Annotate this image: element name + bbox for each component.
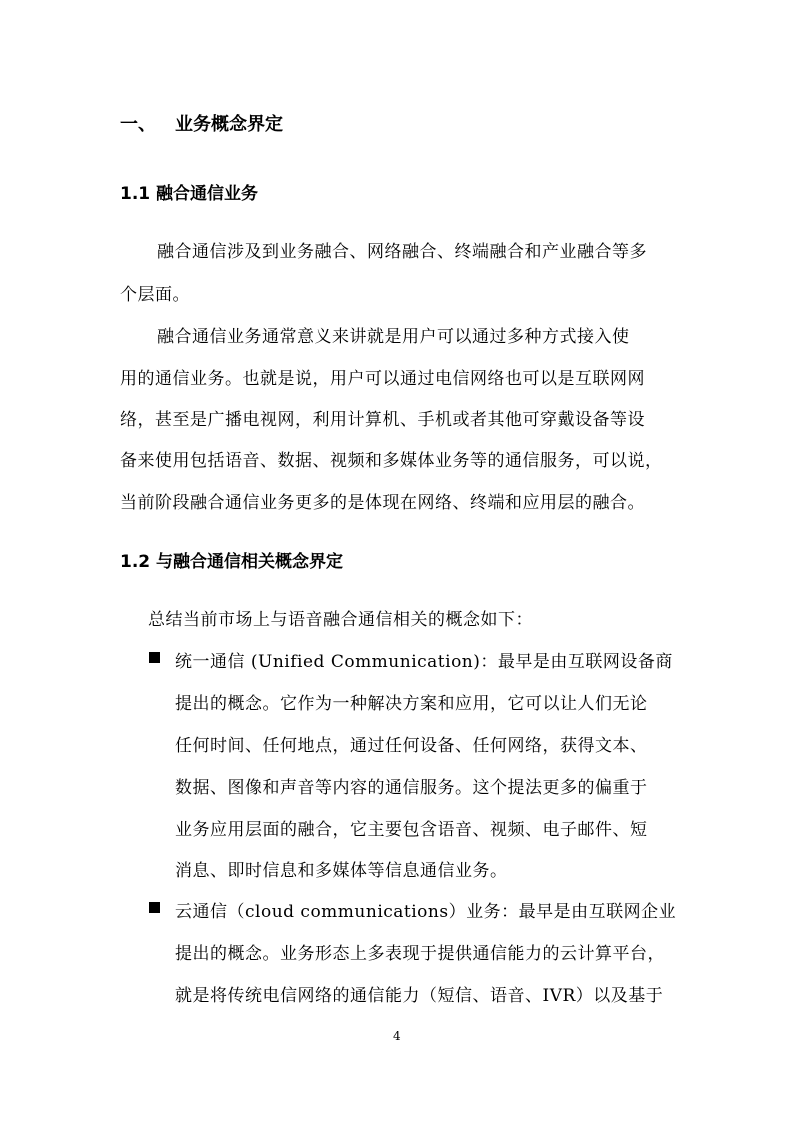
page-number: 4 xyxy=(393,1029,401,1043)
bullet-2-line: 提出的概念。业务形态上多表现于提供通信能力的云计算平台， xyxy=(175,944,665,964)
section-1-2-intro: 总结当前市场上与语音融合通信相关的概念如下： xyxy=(148,610,533,630)
bullet-2-line: 云通信（cloud communications）业务：最早是由互联网企业 xyxy=(175,902,677,922)
paragraph-2-line: 络，甚至是广播电视网，利用计算机、手机或者其他可穿戴设备等设 xyxy=(120,410,645,430)
bullet-square-icon xyxy=(149,902,160,913)
heading-1-number: 一、 xyxy=(120,114,156,135)
bullet-1-line: 消息、即时信息和多媒体等信息通信业务。 xyxy=(175,861,508,881)
paragraph-2-line: 用的通信业务。也就是说，用户可以通过电信网络也可以是互联网网 xyxy=(120,369,645,389)
paragraph-1-line: 个层面。 xyxy=(120,285,190,305)
bullet-1-line: 提出的概念。它作为一种解决方案和应用，它可以让人们无论 xyxy=(175,694,648,714)
bullet-square-icon xyxy=(149,652,160,663)
bullet-1-line: 数据、图像和声音等内容的通信服务。这个提法更多的偏重于 xyxy=(175,778,648,798)
section-1-2-heading: 1.2 与融合通信相关概念界定 xyxy=(120,552,344,572)
heading-1-title: 业务概念界定 xyxy=(175,114,283,135)
paragraph-2-line: 备来使用包括语音、数据、视频和多媒体业务等的通信服务，可以说， xyxy=(120,451,663,471)
bullet-1-line: 统一通信 (Unified Communication)：最早是由互联网设备商 xyxy=(175,652,673,672)
paragraph-2-line: 当前阶段融合通信业务更多的是体现在网络、终端和应用层的融合。 xyxy=(120,493,645,513)
paragraph-2-line: 融合通信业务通常意义来讲就是用户可以通过多种方式接入使 xyxy=(157,327,630,347)
bullet-1-line: 任何时间、任何地点，通过任何设备、任何网络，获得文本、 xyxy=(175,736,648,756)
bullet-2-line: 就是将传统电信网络的通信能力（短信、语音、IVR）以及基于 xyxy=(175,986,664,1006)
paragraph-1-line: 融合通信涉及到业务融合、网络融合、终端融合和产业融合等多 xyxy=(157,242,647,262)
section-1-1-heading: 1.1 融合通信业务 xyxy=(120,184,259,204)
bullet-1-line: 业务应用层面的融合，它主要包含语音、视频、电子邮件、短 xyxy=(175,820,648,840)
